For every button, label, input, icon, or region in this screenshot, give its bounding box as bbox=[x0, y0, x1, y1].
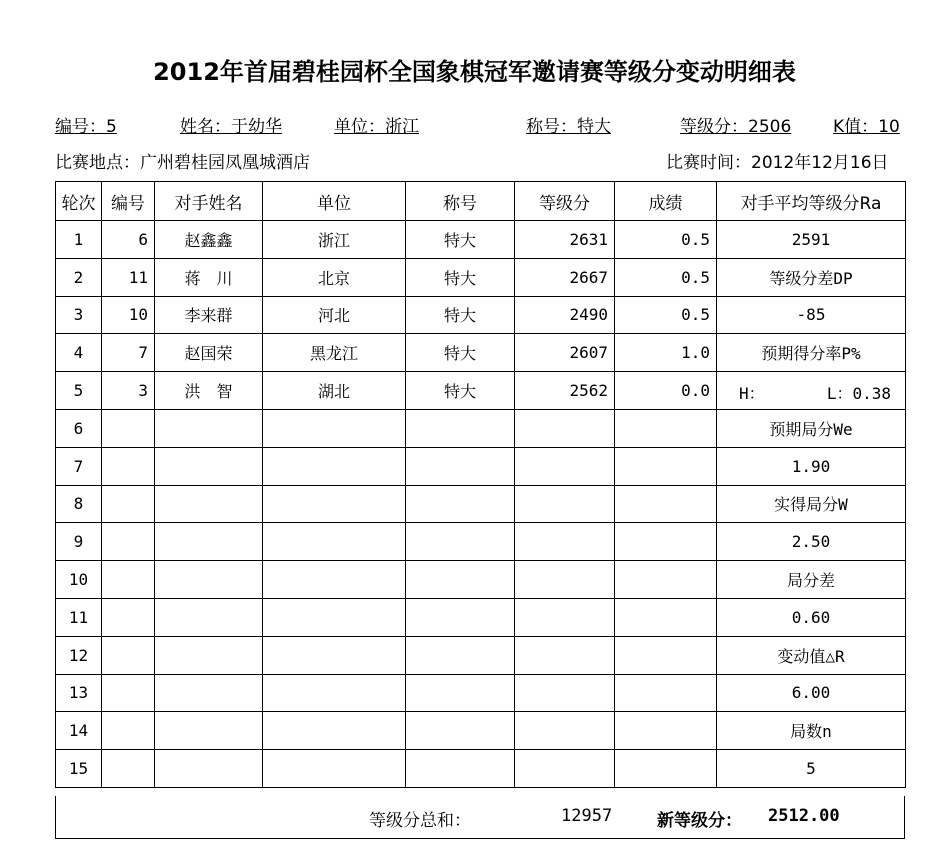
player-rating: 等级分：2506 bbox=[680, 117, 792, 137]
table-row bbox=[56, 334, 906, 372]
summary-cell: 实得局分W bbox=[717, 485, 906, 523]
opponent-cell: 赵国荣 bbox=[155, 334, 263, 372]
summary-cell: -85 bbox=[717, 296, 906, 334]
header-rating: 等级分 bbox=[515, 182, 615, 221]
rating-cell bbox=[515, 485, 615, 523]
unit-cell bbox=[263, 409, 406, 447]
title-cell bbox=[406, 561, 515, 599]
score-cell bbox=[615, 561, 717, 599]
score-cell bbox=[615, 485, 717, 523]
score-cell: 0.5 bbox=[615, 258, 717, 296]
table-header bbox=[56, 182, 906, 221]
round-cell: 12 bbox=[56, 636, 102, 674]
opponent-cell bbox=[155, 561, 263, 599]
number-cell bbox=[102, 523, 155, 561]
opponent-cell bbox=[155, 750, 263, 788]
summary-l: L：0.38 bbox=[826, 384, 891, 404]
header-opponent: 对手姓名 bbox=[155, 182, 263, 221]
unit-cell bbox=[263, 485, 406, 523]
table-row bbox=[56, 636, 906, 674]
rating-cell: 2607 bbox=[515, 334, 615, 372]
title-cell bbox=[406, 447, 515, 485]
unit-cell bbox=[263, 598, 406, 636]
header-avg-rating: 对手平均等级分Ra bbox=[717, 182, 906, 221]
number-cell bbox=[102, 674, 155, 712]
number-cell bbox=[102, 485, 155, 523]
number-cell: 3 bbox=[102, 372, 155, 410]
header-unit: 单位 bbox=[263, 182, 406, 221]
round-cell: 1 bbox=[56, 221, 102, 259]
rating-cell bbox=[515, 598, 615, 636]
table-footer bbox=[55, 796, 905, 839]
summary-cell: 预期得分率P% bbox=[717, 334, 906, 372]
unit-cell: 黑龙江 bbox=[263, 334, 406, 372]
score-cell bbox=[615, 750, 717, 788]
title-cell bbox=[406, 485, 515, 523]
number-cell bbox=[102, 447, 155, 485]
rating-cell bbox=[515, 674, 615, 712]
summary-cell: 1.90 bbox=[717, 447, 906, 485]
summary-cell: 预期局分We bbox=[717, 409, 906, 447]
title-cell bbox=[406, 636, 515, 674]
title-cell bbox=[406, 674, 515, 712]
unit-cell bbox=[263, 674, 406, 712]
rating-cell bbox=[515, 750, 615, 788]
player-name: 姓名：于幼华 bbox=[180, 117, 282, 137]
score-cell bbox=[615, 523, 717, 561]
title-cell bbox=[406, 712, 515, 750]
rating-table bbox=[55, 181, 906, 788]
header-title: 称号 bbox=[406, 182, 515, 221]
title-cell bbox=[406, 750, 515, 788]
summary-h: H： bbox=[739, 384, 765, 404]
summary-cell bbox=[717, 372, 906, 410]
opponent-cell: 李来群 bbox=[155, 296, 263, 334]
round-cell: 5 bbox=[56, 372, 102, 410]
opponent-cell bbox=[155, 674, 263, 712]
rating-cell: 2490 bbox=[515, 296, 615, 334]
summary-cell: 6.00 bbox=[717, 674, 906, 712]
unit-cell: 湖北 bbox=[263, 372, 406, 410]
score-cell: 0.5 bbox=[615, 296, 717, 334]
summary-cell: 局数n bbox=[717, 712, 906, 750]
title-cell: 特大 bbox=[406, 372, 515, 410]
player-number: 编号：5 bbox=[55, 117, 117, 137]
unit-cell bbox=[263, 636, 406, 674]
table-row bbox=[56, 447, 906, 485]
title-cell: 特大 bbox=[406, 221, 515, 259]
round-cell: 13 bbox=[56, 674, 102, 712]
opponent-cell bbox=[155, 409, 263, 447]
player-k-value: K值：10 bbox=[833, 117, 900, 137]
header-score: 成绩 bbox=[615, 182, 717, 221]
summary-cell: 5 bbox=[717, 750, 906, 788]
rating-cell bbox=[515, 447, 615, 485]
score-cell bbox=[615, 636, 717, 674]
rating-cell: 2631 bbox=[515, 221, 615, 259]
opponent-cell bbox=[155, 598, 263, 636]
table-row bbox=[56, 372, 906, 410]
score-cell: 0.0 bbox=[615, 372, 717, 410]
table-row bbox=[56, 750, 906, 788]
rating-cell: 2562 bbox=[515, 372, 615, 410]
title-cell bbox=[406, 523, 515, 561]
number-cell: 7 bbox=[102, 334, 155, 372]
rating-cell: 2667 bbox=[515, 258, 615, 296]
unit-cell bbox=[263, 750, 406, 788]
opponent-cell bbox=[155, 523, 263, 561]
table-row bbox=[56, 523, 906, 561]
summary-cell: 0.60 bbox=[717, 598, 906, 636]
player-rank: 称号：特大 bbox=[526, 117, 611, 137]
number-cell bbox=[102, 598, 155, 636]
table-row bbox=[56, 296, 906, 334]
score-cell bbox=[615, 409, 717, 447]
score-cell: 0.5 bbox=[615, 221, 717, 259]
round-cell: 9 bbox=[56, 523, 102, 561]
unit-cell bbox=[263, 712, 406, 750]
total-value: 12957 bbox=[561, 806, 613, 826]
rating-cell bbox=[515, 409, 615, 447]
score-cell bbox=[615, 712, 717, 750]
new-rating-label: 新等级分： bbox=[657, 811, 742, 831]
opponent-cell: 赵鑫鑫 bbox=[155, 221, 263, 259]
summary-cell: 变动值△R bbox=[717, 636, 906, 674]
unit-cell bbox=[263, 561, 406, 599]
unit-cell: 河北 bbox=[263, 296, 406, 334]
number-cell: 10 bbox=[102, 296, 155, 334]
score-cell bbox=[615, 447, 717, 485]
page-title: 2012年首届碧桂园杯全国象棋冠军邀请赛等级分变动明细表 bbox=[153, 58, 796, 86]
round-cell: 15 bbox=[56, 750, 102, 788]
rating-cell bbox=[515, 523, 615, 561]
score-cell bbox=[615, 598, 717, 636]
summary-cell: 局分差 bbox=[717, 561, 906, 599]
title-cell: 特大 bbox=[406, 334, 515, 372]
table-row bbox=[56, 409, 906, 447]
opponent-cell bbox=[155, 712, 263, 750]
round-cell: 6 bbox=[56, 409, 102, 447]
number-cell: 6 bbox=[102, 221, 155, 259]
total-label: 等级分总和： bbox=[369, 811, 471, 831]
rating-cell bbox=[515, 636, 615, 674]
number-cell: 11 bbox=[102, 258, 155, 296]
title-cell bbox=[406, 409, 515, 447]
title-cell bbox=[406, 598, 515, 636]
table-row bbox=[56, 561, 906, 599]
player-unit: 单位：浙江 bbox=[334, 117, 419, 137]
opponent-cell bbox=[155, 447, 263, 485]
round-cell: 11 bbox=[56, 598, 102, 636]
round-cell: 14 bbox=[56, 712, 102, 750]
unit-cell bbox=[263, 523, 406, 561]
opponent-cell: 洪 智 bbox=[155, 372, 263, 410]
number-cell bbox=[102, 409, 155, 447]
title-cell: 特大 bbox=[406, 296, 515, 334]
round-cell: 7 bbox=[56, 447, 102, 485]
match-date: 比赛时间：2012年12月16日 bbox=[666, 153, 889, 173]
table-row bbox=[56, 674, 906, 712]
score-cell bbox=[615, 674, 717, 712]
number-cell bbox=[102, 561, 155, 599]
summary-cell: 2591 bbox=[717, 221, 906, 259]
opponent-cell: 蒋 川 bbox=[155, 258, 263, 296]
number-cell bbox=[102, 750, 155, 788]
table-row bbox=[56, 712, 906, 750]
table-row bbox=[56, 258, 906, 296]
unit-cell bbox=[263, 447, 406, 485]
opponent-cell bbox=[155, 636, 263, 674]
summary-cell: 2.50 bbox=[717, 523, 906, 561]
score-cell: 1.0 bbox=[615, 334, 717, 372]
table-row bbox=[56, 598, 906, 636]
round-cell: 4 bbox=[56, 334, 102, 372]
round-cell: 2 bbox=[56, 258, 102, 296]
rating-cell bbox=[515, 712, 615, 750]
number-cell bbox=[102, 712, 155, 750]
number-cell bbox=[102, 636, 155, 674]
round-cell: 10 bbox=[56, 561, 102, 599]
table-row bbox=[56, 485, 906, 523]
rating-cell bbox=[515, 561, 615, 599]
header-round: 轮次 bbox=[56, 182, 102, 221]
table-row bbox=[56, 221, 906, 259]
title-cell: 特大 bbox=[406, 258, 515, 296]
venue: 比赛地点：广州碧桂园凤凰城酒店 bbox=[55, 153, 310, 173]
unit-cell: 浙江 bbox=[263, 221, 406, 259]
summary-cell: 等级分差DP bbox=[717, 258, 906, 296]
round-cell: 3 bbox=[56, 296, 102, 334]
header-number: 编号 bbox=[102, 182, 155, 221]
new-rating-value: 2512.00 bbox=[768, 806, 840, 826]
opponent-cell bbox=[155, 485, 263, 523]
unit-cell: 北京 bbox=[263, 258, 406, 296]
round-cell: 8 bbox=[56, 485, 102, 523]
